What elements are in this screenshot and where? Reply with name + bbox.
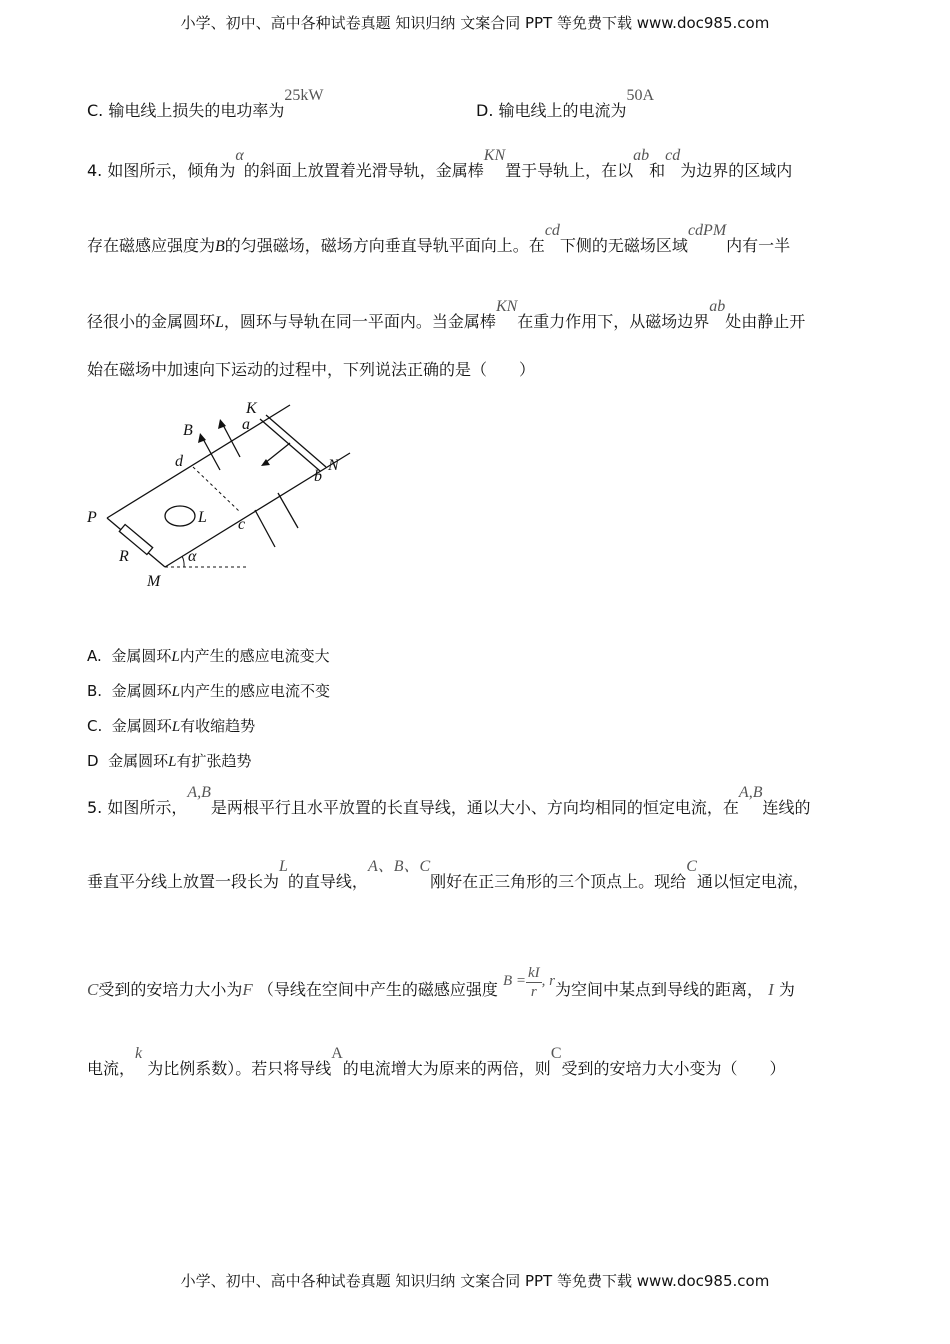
q5-text: 是两根平行且水平放置的长直导线，通以大小、方向均相同的恒定电流，在 xyxy=(210,798,739,817)
q5-formula-tail: , r xyxy=(541,973,555,989)
q4-text: 置于导轨上，在以 xyxy=(505,161,634,180)
fig-label-k: K xyxy=(246,400,257,417)
fig-label-c: c xyxy=(238,516,246,533)
option-text: 内产生的感应电流不变 xyxy=(179,682,330,700)
q5-text: 连线的 xyxy=(762,798,811,817)
option-text: 有收缩趋势 xyxy=(180,717,256,735)
q5-text: 垂直平分线上放置一段长为 xyxy=(87,872,280,891)
option-prefix: A. xyxy=(87,647,102,665)
fig-label-m: M xyxy=(147,573,161,590)
q5-l: L xyxy=(279,858,288,875)
q3-option-c-value: 25kW xyxy=(284,87,324,104)
fig-label-a: a xyxy=(242,416,250,433)
q4-text: ，圆环与导轨在同一平面内。当金属棒 xyxy=(223,312,496,331)
q5-text: 受到的安培力大小变为（ ） xyxy=(561,1059,786,1078)
q4-text: 4. 如图所示，倾角为 xyxy=(87,161,236,180)
fig-label-r: R xyxy=(119,548,129,565)
q5-formula-lhs: B = xyxy=(502,973,526,989)
q5-ab: A,B xyxy=(187,784,211,801)
option-prefix: D xyxy=(87,752,99,770)
option-prefix: C. xyxy=(87,717,103,735)
q4-ab: ab xyxy=(633,147,650,164)
q5-ab: A,B xyxy=(738,784,763,801)
q5-text: 电流， xyxy=(87,1059,136,1078)
q4-option-c[interactable] xyxy=(87,715,255,736)
q3-option-c xyxy=(87,87,324,123)
q5-line-1 xyxy=(87,784,811,820)
q4-option-d[interactable] xyxy=(87,750,251,771)
q5-a: A xyxy=(331,1045,343,1062)
q4-text: 的匀强磁场，磁场方向垂直导轨平面向上。在 xyxy=(224,236,545,255)
q5-text: 为 xyxy=(778,980,795,999)
fig-label-b-field: B xyxy=(183,422,193,439)
q4-l: L xyxy=(215,314,224,331)
q5-c: C xyxy=(550,1045,562,1062)
q4-option-a[interactable] xyxy=(87,645,330,666)
q3-option-c-text: C. 输电线上损失的电功率为 xyxy=(87,101,285,120)
q4-kn: KN xyxy=(495,298,518,315)
q5-f: F xyxy=(242,980,253,999)
fig-label-p: P xyxy=(87,509,97,526)
option-var: L xyxy=(168,754,177,770)
option-text: 金属圆环 xyxy=(111,682,172,700)
q4-text: 存在磁感应强度为 xyxy=(87,236,216,255)
q4-ab: ab xyxy=(709,298,726,315)
q5-text: 为比例系数）。若只将导线 xyxy=(147,1059,332,1078)
q5-c: C xyxy=(686,858,697,875)
q4-line-3 xyxy=(87,298,806,334)
fig-label-n: N xyxy=(328,457,339,474)
option-text: 金属圆环 xyxy=(111,717,172,735)
q4-text: 处由静止开 xyxy=(725,312,806,331)
q3-option-d-text: D. 输电线上的电流为 xyxy=(476,101,627,120)
q5-text: 的直导线， xyxy=(287,872,368,891)
q5-text: 为空间中某点到导线的距离， xyxy=(555,980,764,999)
q4-text: 为边界的区域内 xyxy=(680,161,793,180)
q5-text: 5. 如图所示， xyxy=(87,798,188,817)
fig-label-l: L xyxy=(198,509,207,526)
fig-label-alpha: α xyxy=(188,548,197,565)
page-footer: 小学、初中、高中各种试卷真题 知识归纳 文案合同 PPT 等免费下载 www.doc985.com xyxy=(180,1272,770,1290)
option-text: 金属圆环 xyxy=(108,752,169,770)
option-var: L xyxy=(171,649,180,665)
q4-kn: KN xyxy=(483,147,506,164)
q4-text: 下侧的无磁场区域 xyxy=(559,236,688,255)
q3-option-d xyxy=(476,87,655,123)
q4-option-b[interactable] xyxy=(87,680,330,701)
q4-text: 在重力作用下，从磁场边界 xyxy=(517,312,710,331)
q5-text: 受到的安培力大小为 xyxy=(98,980,243,999)
q4-line-1 xyxy=(87,147,793,183)
q4-cd: cd xyxy=(544,222,560,239)
q5-text: （导线在空间中产生的磁感应强度 xyxy=(257,980,498,999)
q4-line-4: 始在磁场中加速向下运动的过程中，下列说法正确的是（ ） xyxy=(87,360,536,379)
q4-figure xyxy=(80,395,380,595)
q4-text: 和 xyxy=(649,161,666,180)
option-var: L xyxy=(171,684,180,700)
q4-cd: cd xyxy=(665,147,681,164)
q5-formula-fraction xyxy=(526,964,542,1001)
q5-line-3 xyxy=(87,965,795,1009)
q5-abc: A、B、C xyxy=(367,858,431,875)
q5-i: I xyxy=(768,980,774,999)
page-header: 小学、初中、高中各种试卷真题 知识归纳 文案合同 PPT 等免费下载 www.doc985.com xyxy=(180,14,770,32)
q5-text: 通以恒定电流， xyxy=(696,872,809,891)
option-text: 金属圆环 xyxy=(111,647,172,665)
q4-text: 内有一半 xyxy=(726,236,791,255)
q5-text: 刚好在正三角形的三个顶点上。现给 xyxy=(430,872,687,891)
q4-alpha: α xyxy=(235,147,244,164)
q4-cdpm: cdPM xyxy=(687,222,727,239)
option-text: 内产生的感应电流变大 xyxy=(179,647,330,665)
q5-formula-num: kI xyxy=(528,965,540,981)
q4-text: 径很小的金属圆环 xyxy=(87,312,216,331)
option-var: L xyxy=(171,719,181,735)
q5-k: k xyxy=(135,1045,143,1062)
fig-label-d: d xyxy=(175,453,183,470)
q5-line-2 xyxy=(87,858,809,894)
q5-line-4 xyxy=(87,1045,786,1081)
fig-label-b: b xyxy=(314,468,322,485)
q4-text: 的斜面上放置着光滑导轨，金属棒 xyxy=(243,161,484,180)
q4-line-2 xyxy=(87,222,791,258)
q4-b: B xyxy=(215,238,225,255)
q5-formula-den: r xyxy=(530,984,537,1000)
q5-c: C xyxy=(87,980,99,999)
q5-text: 的电流增大为原来的两倍，则 xyxy=(342,1059,551,1078)
option-prefix: B. xyxy=(87,682,103,700)
q3-option-d-value: 50A xyxy=(626,87,655,104)
option-text: 有扩张趋势 xyxy=(176,752,252,770)
